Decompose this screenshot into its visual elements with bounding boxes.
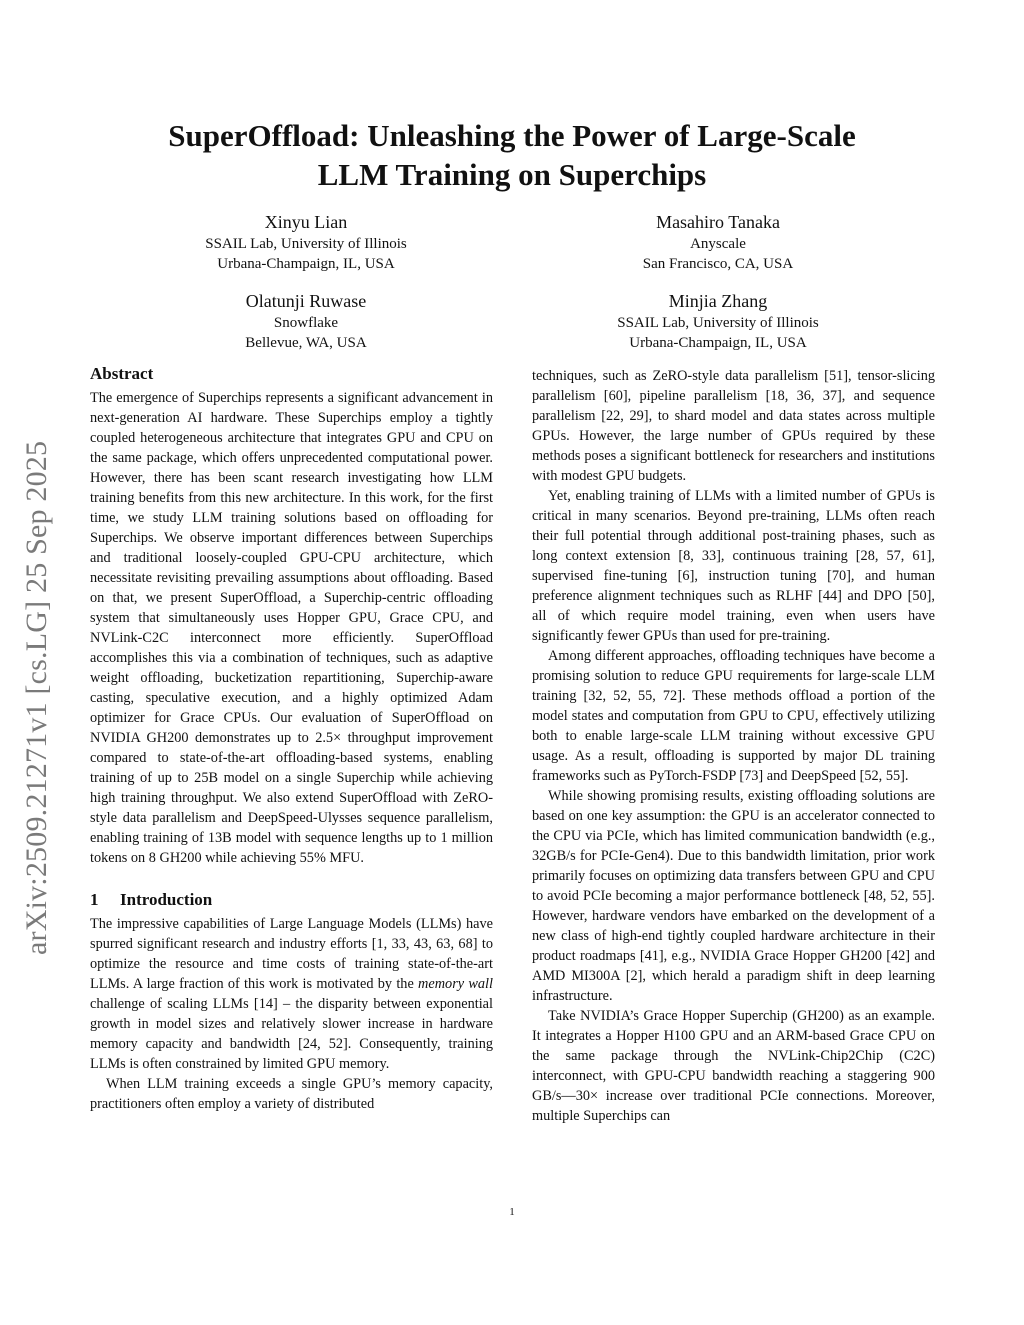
introduction-heading [90, 889, 493, 911]
author-affiliation-line: Bellevue, WA, USA [245, 335, 367, 351]
right-paragraph-1: techniques, such as ZeRO-style data parallelism [51], tensor-slicing parallelism [60], pipeline parallelism [18, 36, 37], and sequence parallelism [22, 29], to shard model and data states across multiple GPUs. However, the large number of GPUs required by these methods poses a significant bottleneck for researchers and institutions with modest GPU budgets. [532, 368, 935, 484]
page-number: 1 [509, 1206, 515, 1218]
author-affiliation-line: SSAIL Lab, University of Illinois [205, 236, 407, 252]
author-name: Masahiro Tanaka [656, 212, 780, 232]
author-name: Olatunji Ruwase [245, 291, 367, 311]
emphasized-term: memory wall [418, 976, 493, 992]
author-block-3 [156, 289, 456, 353]
author-name: Minjia Zhang [668, 291, 768, 311]
author-affiliation-line: Anyscale [690, 236, 746, 252]
author-affiliation-line: Urbana-Champaign, IL, USA [217, 256, 395, 272]
author-block-1 [156, 210, 456, 274]
right-paragraph-5: Take NVIDIA’s Grace Hopper Superchip (GH200) as an example. It integrates a Hopper H100 GPU and an ARM-based Grace CPU on the same package through the NVLink-Chip2Chip (C2C) interconnect, with GPU-CPU bandwidth reaching a staggering 900 GB/s—30× increase over traditional PCIe connections. Moreover, multiple Superchips can [532, 1008, 935, 1124]
author-affiliation-line: Snowflake [273, 315, 339, 331]
right-column [532, 366, 935, 1126]
right-paragraph-3: Among different approaches, offloading techniques have become a promising solution to reduce GPU requirements for large-scale LLM training [32, 52, 55, 72]. These methods offload a portion of the model states and computation from GPU to CPU, effectively utilizing both to enable large-scale LLM training without excessive GPU usage. As a result, offloading is supported by major DL training frameworks such as PyTorch-FSDP [73] and DeepSpeed [52, 55]. [532, 648, 935, 784]
intro-paragraph-1: The impressive capabilities of Large Language Models (LLMs) have spurred significant research and industry efforts [1, 33, 43, 63, 68] to optimize the resource and time costs of training state-of-the-art LLMs. A large fraction of this work is motivated by the memory wall challenge of scaling LLMs [14] – the disparity between exponential growth in model sizes and relatively slower increase in hardware memory capacity and bandwidth [24, 52]. Consequently, training LLMs is often constrained by limited GPU memory. [90, 916, 493, 1072]
title-line-1: SuperOffload: Unleashing the Power of Large-Scale [168, 118, 856, 153]
author-name: Xinyu Lian [264, 212, 348, 232]
author-affiliation-line: SSAIL Lab, University of Illinois [617, 315, 819, 331]
section-number: 1 [90, 890, 99, 909]
author-affiliation-line: San Francisco, CA, USA [642, 256, 794, 272]
section-title: Introduction [120, 890, 213, 909]
abstract-heading: Abstract [90, 364, 154, 383]
title-line-2: LLM Training on Superchips [317, 157, 707, 192]
right-paragraph-4: While showing promising results, existing offloading solutions are based on one key assumption: the GPU is an accelerator connected to the CPU via PCIe, which has limited communication bandwidth (e.g., 32GB/s for PCIe-Gen4). Due to this bandwidth limitation, prior work primarily focuses on optimizing data transfers between GPU and CPU to avoid PCIe becoming a major performance bottleneck [48, 52, 55]. However, hardware vendors have embarked on the development of a new class of high-end tightly coupled hardware architecture in their product roadmaps [41], e.g., NVIDIA Grace Hopper GH200 [42] and AMD MI300A [2], which herald a paradigm shift in deep learning infrastructure. [532, 788, 935, 1004]
paper-title [70, 116, 954, 194]
abstract-text: The emergence of Superchips represents a significant advancement in next-generation AI hardware. These Superchips employ a tightly coupled heterogeneous architecture that integrates GPU and CPU on the same package, which offers unprecedented computational power. However, there has been scant research investigating how LLM training benefits from this new architecture. In this work, for the first time, we study LLM training solutions based on offloading for Superchips. We observe important differences between Superchips and traditional loosely-coupled GPU-CPU architecture, which necessitate revisiting prevailing assumptions about offloading. Based on that, we present SuperOffload, a Superchip-centric offloading system that simultaneously uses Hopper GPU, Grace CPU, and NVLink-C2C interconnect more efficiently. SuperOffload accomplishes this via a combination of techniques, such as adaptive weight offloading, bucketization repartitioning, Superchip-aware casting, speculative execution, and a highly optimized Adam optimizer for Grace CPUs. Our evaluation of SuperOffload on NVIDIA GH200 demonstrates up to 2.5× throughput improvement compared to state-of-the-art offloading-based systems, enabling training of up to 25B model on a single Superchip while achieving high training throughput. We also extend SuperOffload with ZeRO-style data parallelism and DeepSpeed-Ulysses sequence parallelism, enabling training of 13B model with sequence lengths up to 1 million tokens on 8 GH200 while achieving 55% MFU. [90, 390, 493, 866]
right-paragraph-2: Yet, enabling training of LLMs with a limited number of GPUs is critical in many scenarios. Beyond pre-training, LLMs often reach their full potential through additional post-training phases, such as long context extension [8, 33], continuous training [28, 57, 61], supervised fine-tuning [6], instruction tuning [70], and human preference alignment techniques such as RLHF [44] and DPO [50], all of which require model training, even when users have significantly fewer GPUs than used for pre-training. [532, 488, 935, 644]
intro-paragraph-2: When LLM training exceeds a single GPU’s memory capacity, practitioners often employ a variety of distributed [90, 1076, 493, 1112]
author-block-4 [568, 289, 868, 353]
author-affiliation-line: Urbana-Champaign, IL, USA [629, 335, 807, 351]
arxiv-stamp: arXiv:2509.21271v1 [cs.LG] 25 Sep 2025 [20, 440, 53, 955]
left-column [90, 363, 493, 1114]
author-block-2 [568, 210, 868, 274]
